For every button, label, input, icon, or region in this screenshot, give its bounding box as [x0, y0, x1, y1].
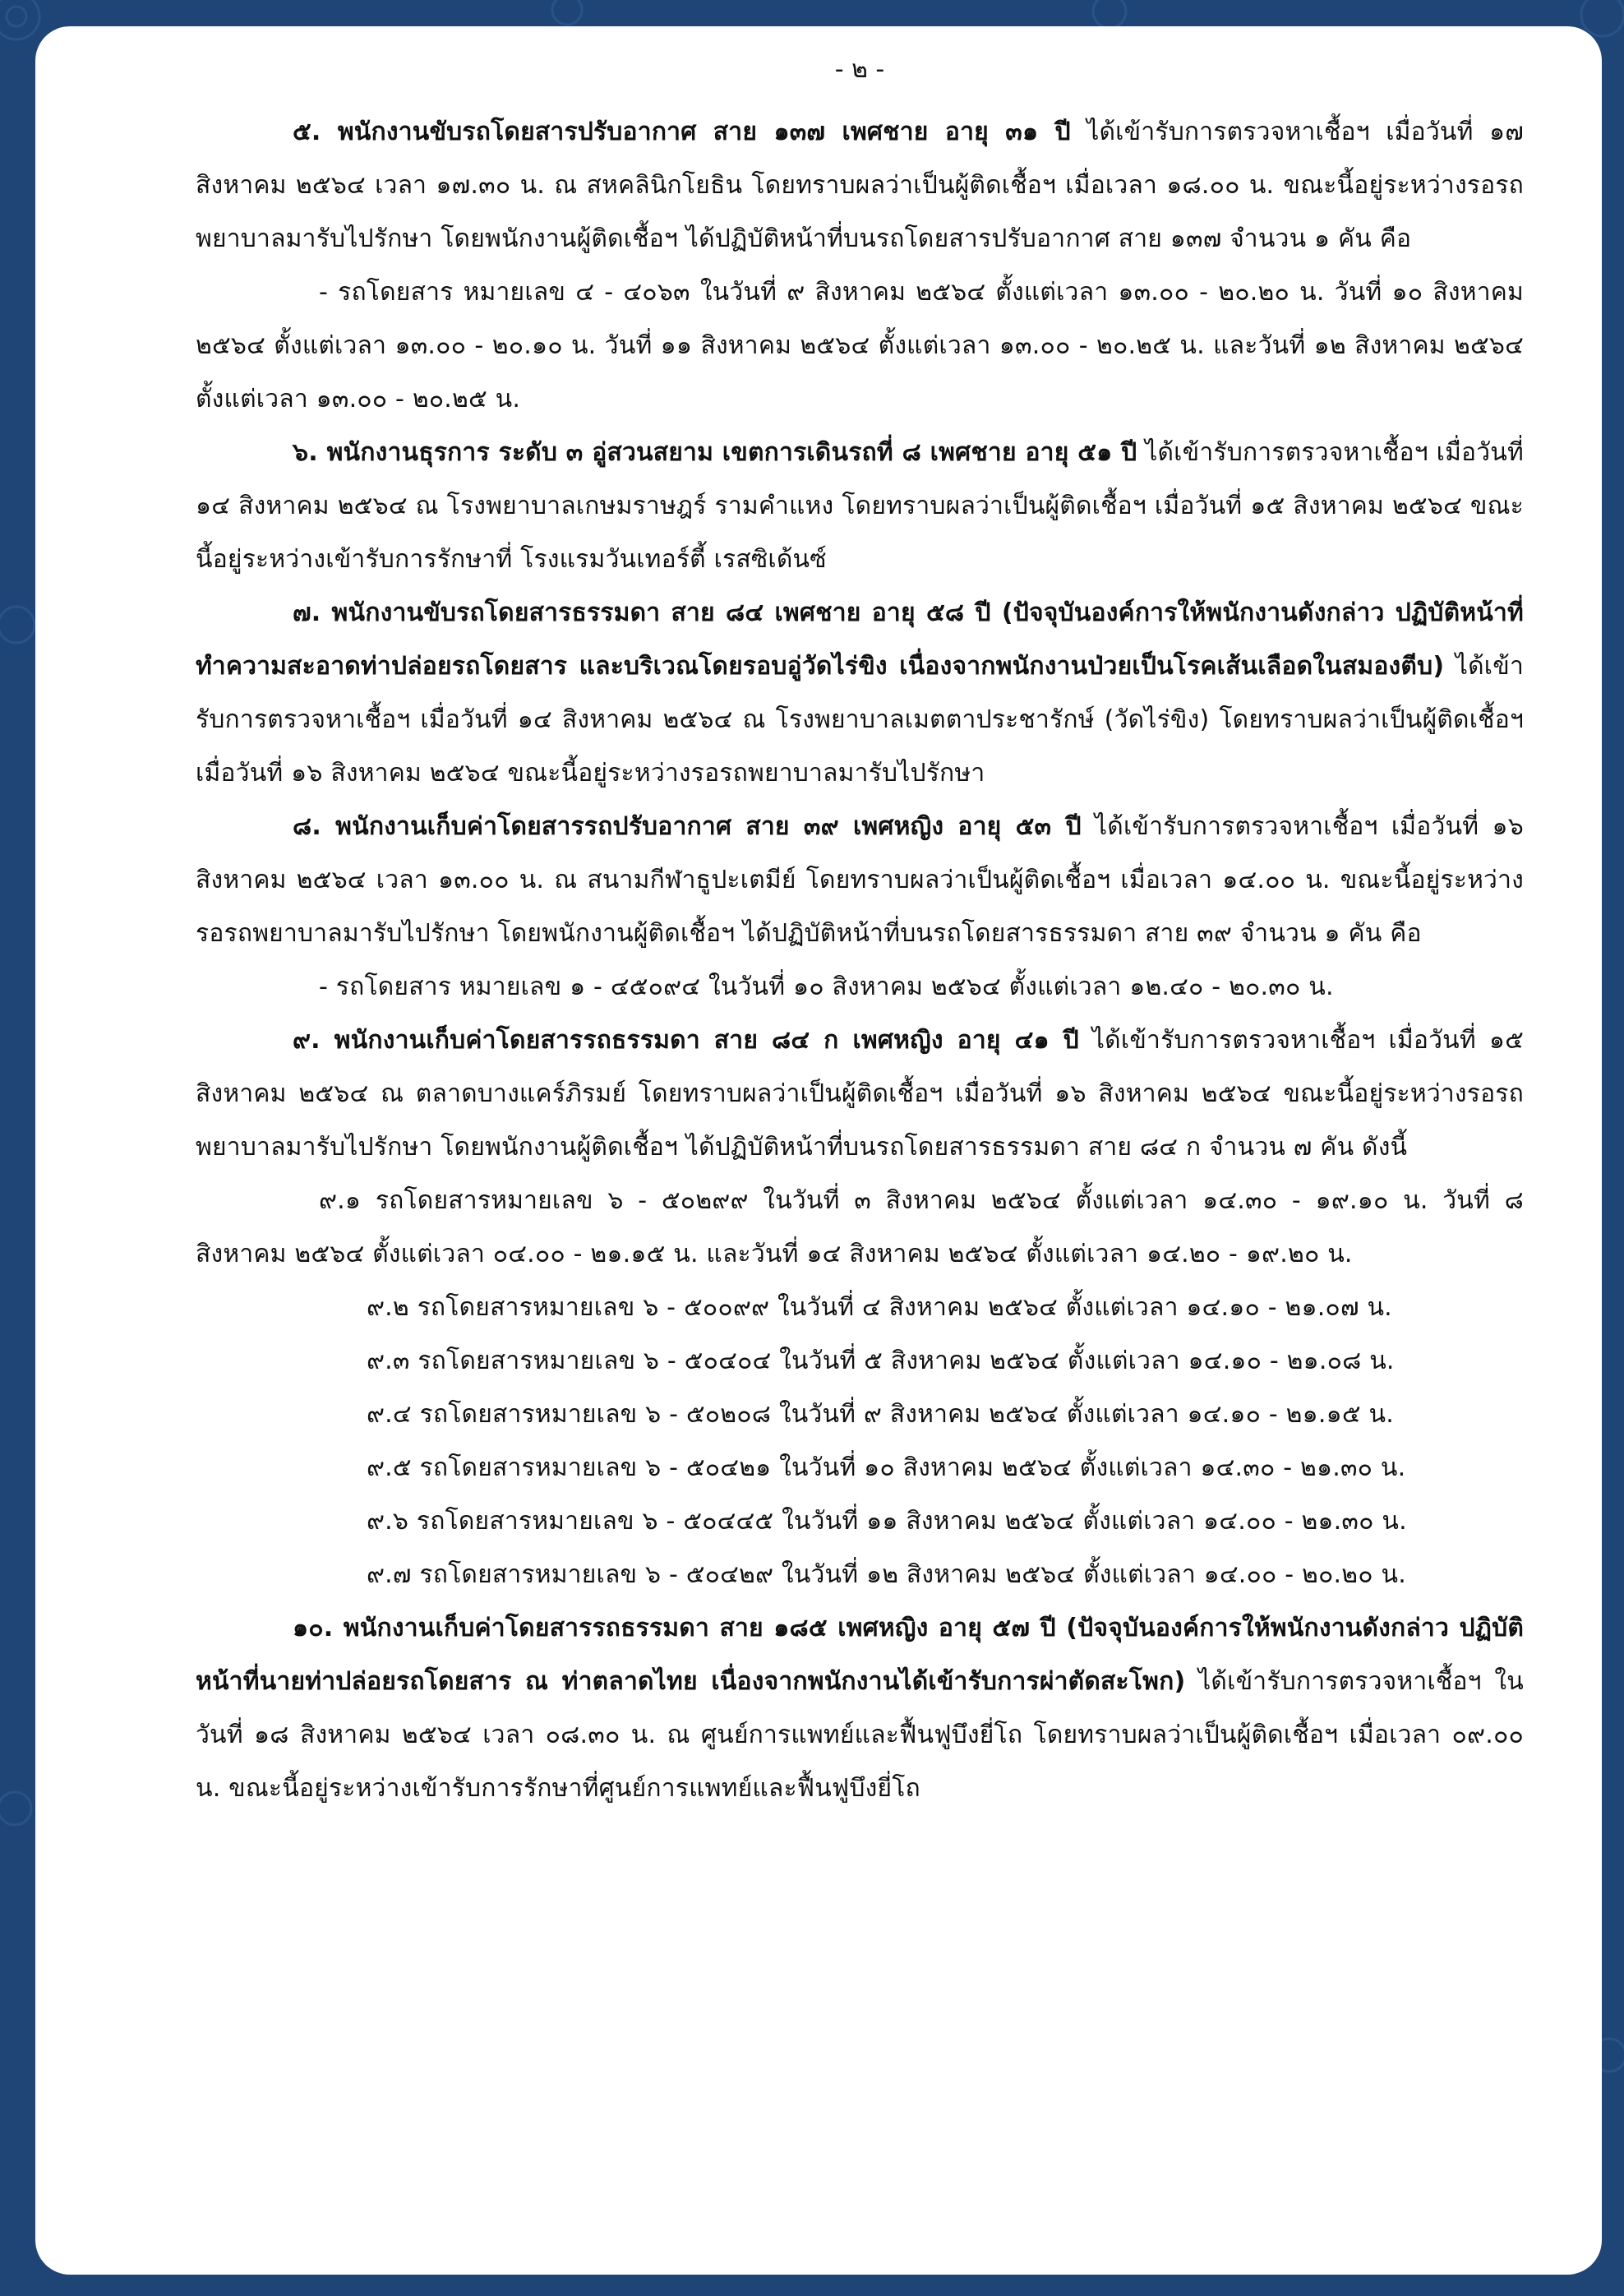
item-10-heading: ๑๐. พนักงานเก็บค่าโดยสารรถธรรมดา สาย ๑๘๕ เพศหญิง อายุ ๕๗ ปี (ปัจจุบันองค์การให้พนักงานดังกล่าว ปฏิบัติหน้าที่นายท่าปล่อยรถโดยสาร ณ ท่าตลาดไทย เนื่องจากพนักงานได้เข้ารับการผ่าตัดสะโพก)	[196, 1614, 1524, 1696]
page-number: - ๒ -	[834, 55, 885, 84]
item-6-body: ได้เข้ารับการตรวจหาเชื้อฯ เมื่อวันที่ ๑๔ สิงหาคม ๒๕๖๔ ณ โรงพยาบาลเกษมราษฎร์ รามคำแหง โดยทราบผลว่าเป็นผู้ติดเชื้อฯ เมื่อวันที่ ๑๕ สิงหาคม ๒๕๖๔ ขณะนี้อยู่ระหว่างเข้ารับการรักษาที่ โรงแรมวันเทอร์ตี้ เรสซิเด้นซ์	[196, 438, 1524, 574]
item-7-heading: ๗. พนักงานขับรถโดยสารธรรมดา สาย ๘๔ เพศชาย อายุ ๕๘ ปี (ปัจจุบันองค์การให้พนักงานดังกล่าว ปฏิบัติหน้าที่ทำความสะอาดท่าปล่อยรถโดยสาร และบริเวณโดยรอบอู่วัดไร่ขิง เนื่องจากพนักงานป่วยเป็นโรคเส้นเลือดในสมองตีบ)	[196, 598, 1524, 681]
item-5-paragraph	[196, 105, 1524, 266]
item-9-heading: ๙. พนักงานเก็บค่าโดยสารรถธรรมดา สาย ๘๔ ก เพศหญิง อายุ ๔๑ ปี	[293, 1026, 1079, 1055]
item-8-heading: ๘. พนักงานเก็บค่าโดยสารรถปรับอากาศ สาย ๓๙ เพศหญิง อายุ ๕๓ ปี	[293, 812, 1082, 841]
item-10-paragraph	[196, 1601, 1524, 1815]
item-5-bus-detail: - รถโดยสาร หมายเลข ๔ - ๔๐๖๓ ในวันที่ ๙ สิงหาคม ๒๕๖๔ ตั้งแต่เวลา ๑๓.๐๐ - ๒๐.๒๐ น. วันที่ ๑๐ สิงหาคม ๒๕๖๔ ตั้งแต่เวลา ๑๓.๐๐ - ๒๐.๑๐ น. วันที่ ๑๑ สิงหาคม ๒๕๖๔ ตั้งแต่เวลา ๑๓.๐๐ - ๒๐.๒๕ น. และวันที่ ๑๒ สิงหาคม ๒๕๖๔ ตั้งแต่เวลา ๑๓.๐๐ - ๒๐.๒๕ น.	[196, 278, 1524, 413]
item-9-1-detail: ๙.๑ รถโดยสารหมายเลข ๖ - ๕๐๒๙๙ ในวันที่ ๓ สิงหาคม ๒๕๖๔ ตั้งแต่เวลา ๑๔.๓๐ - ๑๙.๑๐ น. วันที่ ๘ สิงหาคม ๒๕๖๔ ตั้งแต่เวลา ๐๔.๐๐ - ๒๑.๑๕ น. และวันที่ ๑๔ สิงหาคม ๒๕๖๔ ตั้งแต่เวลา ๑๔.๒๐ - ๑๙.๒๐ น.	[196, 1186, 1524, 1268]
item-9-paragraph	[196, 1014, 1524, 1174]
document-page	[35, 26, 1602, 2275]
item-9-2-detail: ๙.๒ รถโดยสารหมายเลข ๖ - ๕๐๐๙๙ ในวันที่ ๔ สิงหาคม ๒๕๖๔ ตั้งแต่เวลา ๑๔.๑๐ - ๒๑.๐๗ น.	[367, 1293, 1392, 1322]
item-5-heading: ๕. พนักงานขับรถโดยสารปรับอากาศ สาย ๑๓๗ เพศชาย อายุ ๓๑ ปี	[293, 118, 1071, 146]
item-8-body: ได้เข้ารับการตรวจหาเชื้อฯ เมื่อวันที่ ๑๖ สิงหาคม ๒๕๖๔ เวลา ๑๓.๐๐ น. ณ สนามกีฬาธูปะเตมีย์ โดยทราบผลว่าเป็นผู้ติดเชื้อฯ เมื่อเวลา ๑๔.๐๐ น. ขณะนี้อยู่ระหว่างรอรถพยาบาลมารับไปรักษา โดยพนักงานผู้ติดเชื้อฯ ได้ปฏิบัติหน้าที่บนรถโดยสารธรรมดา สาย ๓๙ จำนวน ๑ คัน คือ	[196, 812, 1524, 948]
item-9-5-detail: ๙.๕ รถโดยสารหมายเลข ๖ - ๕๐๔๒๑ ในวันที่ ๑๐ สิงหาคม ๒๕๖๔ ตั้งแต่เวลา ๑๔.๓๐ - ๒๑.๓๐ น.	[367, 1453, 1406, 1482]
item-5-body: ได้เข้ารับการตรวจหาเชื้อฯ เมื่อวันที่ ๑๗ สิงหาคม ๒๕๖๔ เวลา ๑๗.๓๐ น. ณ สหคลินิกโยธิน โดยทราบผลว่าเป็นผู้ติดเชื้อฯ เมื่อเวลา ๑๘.๐๐ น. ขณะนี้อยู่ระหว่างรอรถพยาบาลมารับไปรักษา โดยพนักงานผู้ติดเชื้อฯ ได้ปฏิบัติหน้าที่บนรถโดยสารปรับอากาศ สาย ๑๓๗ จำนวน ๑ คัน คือ	[196, 118, 1524, 253]
item-8-bus-detail: - รถโดยสาร หมายเลข ๑ - ๔๕๐๙๔ ในวันที่ ๑๐ สิงหาคม ๒๕๖๔ ตั้งแต่เวลา ๑๒.๔๐ - ๒๐.๓๐ น.	[319, 972, 1334, 1001]
item-9-6-detail: ๙.๖ รถโดยสารหมายเลข ๖ - ๕๐๔๔๕ ในวันที่ ๑๑ สิงหาคม ๒๕๖๔ ตั้งแต่เวลา ๑๔.๐๐ - ๒๑.๓๐ น.	[367, 1507, 1407, 1536]
item-9-4-detail: ๙.๔ รถโดยสารหมายเลข ๖ - ๕๐๒๐๘ ในวันที่ ๙ สิงหาคม ๒๕๖๔ ตั้งแต่เวลา ๑๔.๑๐ - ๒๑.๑๕ น.	[367, 1400, 1394, 1429]
item-7-body: ได้เข้ารับการตรวจหาเชื้อฯ เมื่อวันที่ ๑๔ สิงหาคม ๒๕๖๔ ณ โรงพยาบาลเมตตาประชารักษ์ (วัดไร่ขิง) โดยทราบผลว่าเป็นผู้ติดเชื้อฯ เมื่อวันที่ ๑๖ สิงหาคม ๒๕๖๔ ขณะนี้อยู่ระหว่างรอรถพยาบาลมารับไปรักษา	[196, 652, 1524, 788]
item-9-3-detail: ๙.๓ รถโดยสารหมายเลข ๖ - ๕๐๔๐๔ ในวันที่ ๕ สิงหาคม ๒๕๖๔ ตั้งแต่เวลา ๑๔.๑๐ - ๒๑.๐๘ น.	[367, 1347, 1395, 1375]
item-9-body: ได้เข้ารับการตรวจหาเชื้อฯ เมื่อวันที่ ๑๕ สิงหาคม ๒๕๖๔ ณ ตลาดบางแคร์ภิรมย์ โดยทราบผลว่าเป็นผู้ติดเชื้อฯ เมื่อวันที่ ๑๖ สิงหาคม ๒๕๖๔ ขณะนี้อยู่ระหว่างรอรถพยาบาลมารับไปรักษา โดยพนักงานผู้ติดเชื้อฯ ได้ปฏิบัติหน้าที่บนรถโดยสารธรรมดา สาย ๘๔ ก จำนวน ๗ คัน ดังนี้	[196, 1026, 1525, 1162]
item-9-7-detail: ๙.๗ รถโดยสารหมายเลข ๖ - ๕๐๔๒๙ ในวันที่ ๑๒ สิงหาคม ๒๕๖๔ ตั้งแต่เวลา ๑๔.๐๐ - ๒๐.๒๐ น.	[367, 1560, 1406, 1589]
item-10-body: ได้เข้ารับการตรวจหาเชื้อฯ ในวันที่ ๑๘ สิงหาคม ๒๕๖๔ เวลา ๐๘.๓๐ น. ณ ศูนย์การแพทย์และฟื้นฟูบึงยี่โถ โดยทราบผลว่าเป็นผู้ติดเชื้อฯ เมื่อเวลา ๐๙.๐๐ น. ขณะนี้อยู่ระหว่างเข้ารับการรักษาที่ศูนย์การแพทย์และฟื้นฟูบึงยี่โถ	[196, 1667, 1524, 1803]
item-6-paragraph	[196, 426, 1524, 586]
item-6-heading: ๖. พนักงานธุรการ ระดับ ๓ อู่สวนสยาม เขตการเดินรถที่ ๘ เพศชาย อายุ ๕๑ ปี	[293, 438, 1137, 467]
item-7-paragraph	[196, 586, 1524, 800]
item-8-paragraph	[196, 800, 1524, 960]
